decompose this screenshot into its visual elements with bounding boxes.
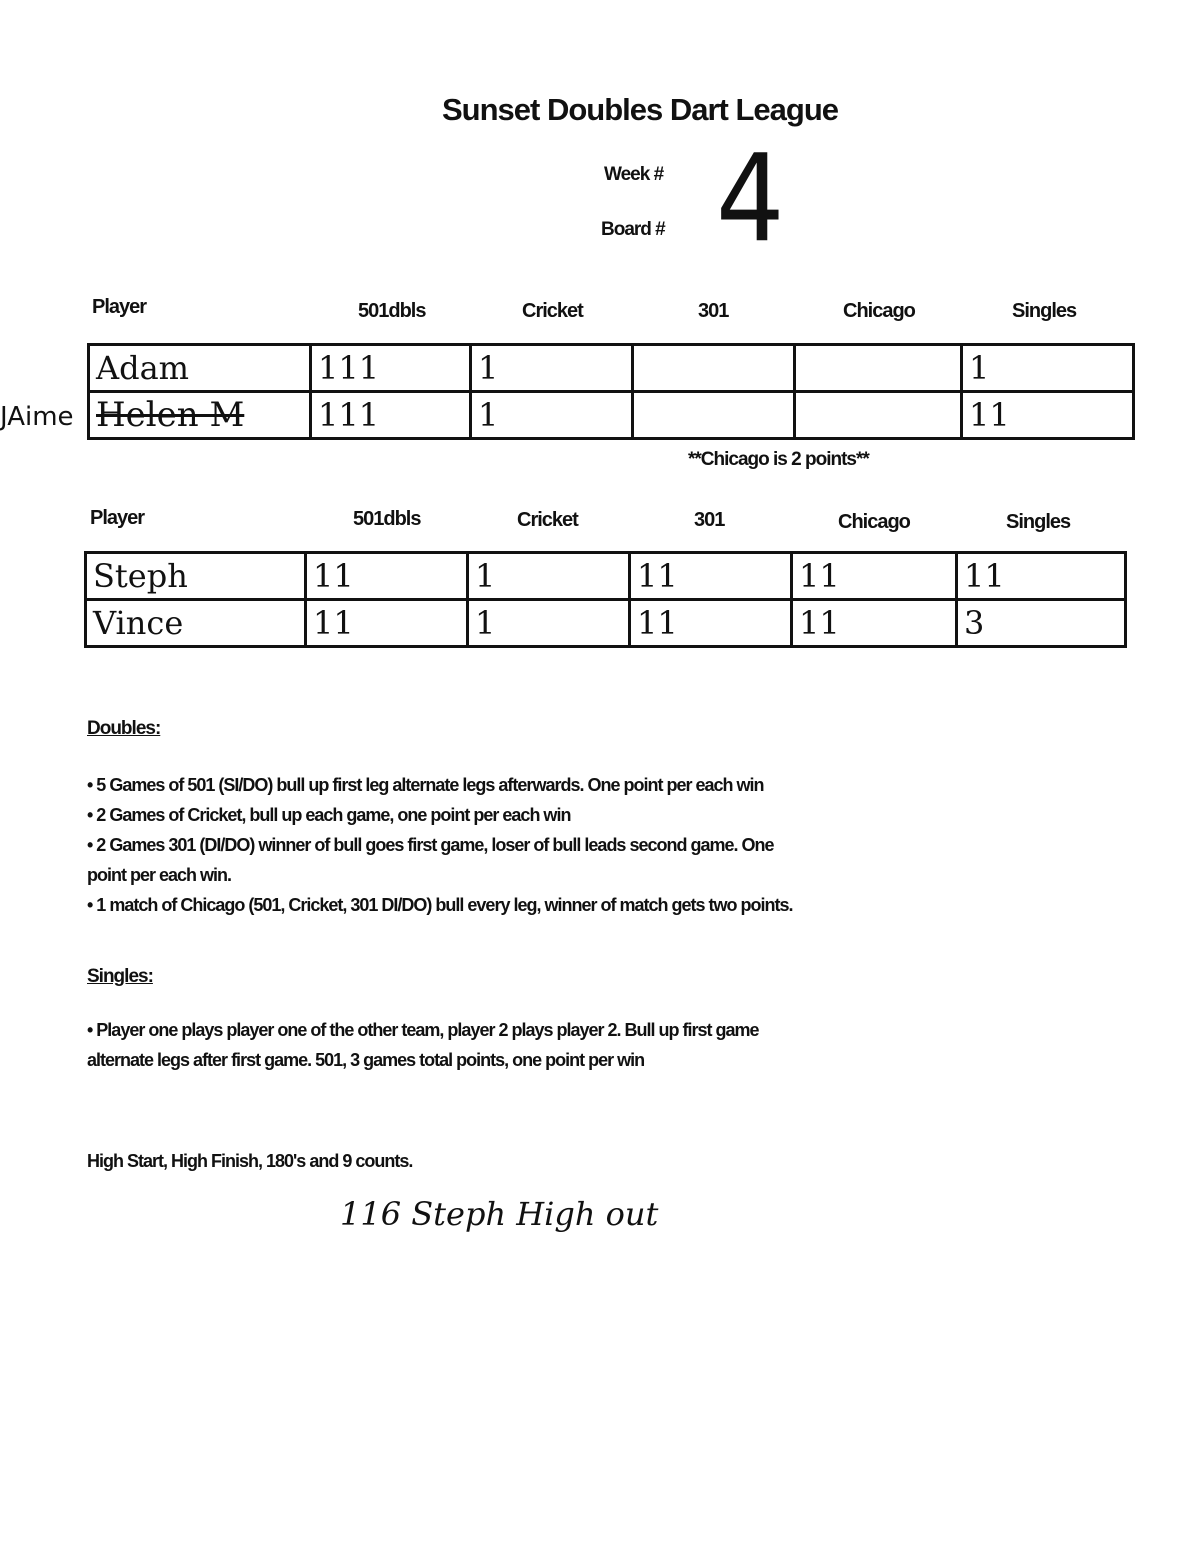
header-chicago: Chicago	[843, 300, 915, 322]
chicago-note: **Chicago is 2 points**	[688, 449, 869, 470]
player-name: Steph	[86, 553, 306, 600]
table-row	[86, 553, 1126, 600]
singles-rule: • Player one plays player one of the other team, player 2 plays player 2. Bull up first game	[87, 1020, 759, 1040]
table-row	[89, 345, 1134, 392]
team1-side-note: JAime	[0, 402, 74, 432]
score-301: 11	[630, 553, 792, 600]
header-cricket: Cricket	[517, 509, 578, 531]
board-label: Board #	[601, 219, 665, 240]
score-chicago: 11	[792, 553, 957, 600]
score-301	[633, 345, 795, 392]
header-cricket: Cricket	[522, 300, 583, 322]
header-301: 301	[694, 509, 725, 531]
page-title: Sunset Doubles Dart League	[441, 92, 839, 127]
team1-score-table	[87, 343, 1135, 440]
header-singles: Singles	[1006, 511, 1071, 533]
score-chicago	[795, 345, 962, 392]
score-301	[633, 392, 795, 439]
singles-rule: alternate legs after first game. 501, 3 games total points, one point per win	[87, 1050, 645, 1070]
player-name: Vince	[86, 600, 306, 647]
week-number-handwritten: 4	[715, 130, 785, 269]
doubles-rule: point per each win.	[87, 865, 232, 885]
doubles-heading: Doubles:	[87, 718, 161, 739]
score-singles: 11	[962, 392, 1134, 439]
singles-heading: Singles:	[87, 966, 153, 987]
score-cricket: 1	[471, 345, 633, 392]
header-singles: Singles	[1012, 300, 1077, 322]
score-501dbls: 11	[306, 600, 468, 647]
table-row	[86, 600, 1126, 647]
header-501dbls: 501dbls	[353, 508, 421, 530]
header-chicago: Chicago	[838, 511, 910, 533]
score-chicago	[795, 392, 962, 439]
score-501dbls: 111	[311, 392, 471, 439]
doubles-rule: • 2 Games of Cricket, bull up each game, one point per each win	[87, 805, 571, 825]
player-name-struck: Helen M	[89, 392, 311, 439]
score-chicago: 11	[792, 600, 957, 647]
score-501dbls: 111	[311, 345, 471, 392]
handwritten-note: 116 Steph High out	[340, 1195, 659, 1233]
header-player: Player	[90, 507, 145, 529]
team2-score-table	[84, 551, 1127, 648]
doubles-rules	[87, 770, 987, 920]
week-label: Week #	[604, 164, 664, 185]
score-301: 11	[630, 600, 792, 647]
player-name: Adam	[89, 345, 311, 392]
header-player: Player	[92, 296, 147, 318]
score-singles: 11	[957, 553, 1126, 600]
score-cricket: 1	[471, 392, 633, 439]
header-301: 301	[698, 300, 729, 322]
doubles-rule: • 2 Games 301 (DI/DO) winner of bull goes first game, loser of bull leads second game. One	[87, 835, 774, 855]
singles-rules	[87, 1015, 987, 1075]
score-cricket: 1	[468, 600, 630, 647]
doubles-rule: • 1 match of Chicago (501, Cricket, 301 DI/DO) bull every leg, winner of match gets two points.	[87, 895, 793, 915]
doubles-rule: • 5 Games of 501 (SI/DO) bull up first leg alternate legs afterwards. One point per each win	[87, 775, 764, 795]
score-singles: 1	[962, 345, 1134, 392]
header-501dbls: 501dbls	[358, 300, 426, 322]
score-501dbls: 11	[306, 553, 468, 600]
table-row	[89, 392, 1134, 439]
score-cricket: 1	[468, 553, 630, 600]
high-scores-note: High Start, High Finish, 180's and 9 counts.	[87, 1151, 413, 1171]
score-singles: 3	[957, 600, 1126, 647]
